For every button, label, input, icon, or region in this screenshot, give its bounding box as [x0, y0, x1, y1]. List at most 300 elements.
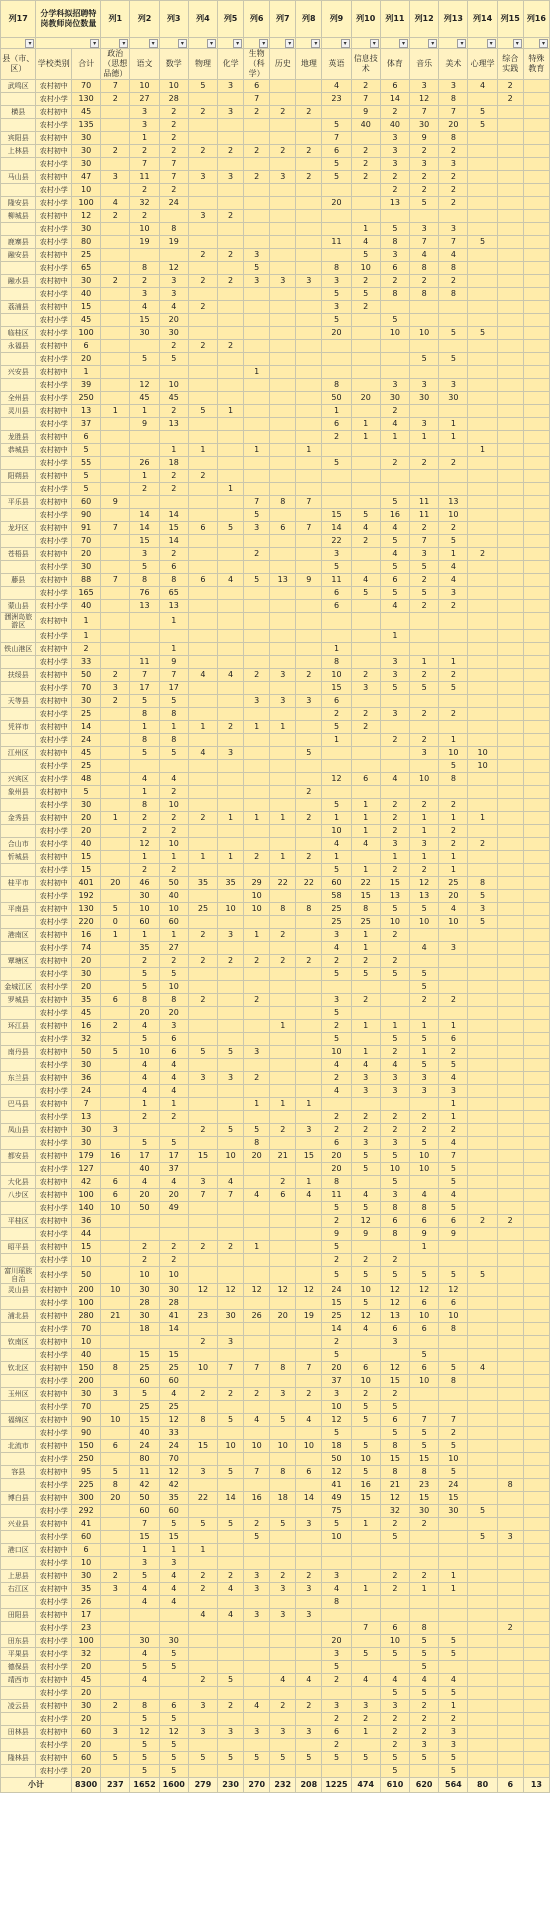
value-cell[interactable]: 9 [410, 132, 439, 145]
region-cell[interactable]: 临桂区 [1, 327, 36, 340]
value-cell[interactable]: 1 [188, 444, 217, 457]
value-cell[interactable]: 5 [351, 1466, 380, 1479]
value-cell[interactable] [523, 1440, 549, 1453]
value-cell[interactable]: 16 [101, 1150, 130, 1163]
value-cell[interactable]: 6 [322, 145, 351, 158]
value-cell[interactable]: 3 [218, 80, 244, 93]
value-cell[interactable]: 5 [322, 864, 351, 877]
value-cell[interactable]: 10 [322, 1531, 351, 1544]
value-cell[interactable]: 10 [218, 903, 244, 916]
value-cell[interactable] [218, 1505, 244, 1518]
value-cell[interactable]: 88 [71, 574, 100, 587]
value-cell[interactable] [270, 1215, 296, 1228]
value-cell[interactable]: 10 [244, 1440, 270, 1453]
region-cell[interactable]: 昭平县 [1, 1241, 36, 1254]
value-cell[interactable]: 60 [71, 496, 100, 509]
value-cell[interactable] [244, 1596, 270, 1609]
value-cell[interactable] [188, 1215, 217, 1228]
value-cell[interactable] [270, 760, 296, 773]
value-cell[interactable]: 4 [218, 1583, 244, 1596]
value-cell[interactable] [380, 1098, 409, 1111]
value-cell[interactable] [218, 1202, 244, 1215]
value-cell[interactable] [523, 1661, 549, 1674]
value-cell[interactable] [188, 1085, 217, 1098]
value-cell[interactable] [380, 643, 409, 656]
school-type-cell[interactable]: 农村小学 [36, 1713, 71, 1726]
region-cell[interactable]: 蒙山县 [1, 600, 36, 613]
value-cell[interactable]: 3 [130, 119, 159, 132]
value-cell[interactable]: 5 [410, 682, 439, 695]
value-cell[interactable] [218, 1323, 244, 1336]
value-cell[interactable]: 14 [71, 721, 100, 734]
value-cell[interactable]: 2 [380, 929, 409, 942]
value-cell[interactable]: 4 [410, 1189, 439, 1202]
value-cell[interactable] [244, 119, 270, 132]
value-cell[interactable] [188, 682, 217, 695]
value-cell[interactable] [497, 1739, 523, 1752]
value-cell[interactable]: 24 [71, 734, 100, 747]
value-cell[interactable]: 6 [380, 574, 409, 587]
value-cell[interactable] [188, 786, 217, 799]
value-cell[interactable] [218, 968, 244, 981]
value-cell[interactable]: 15 [322, 509, 351, 522]
school-type-cell[interactable]: 农村初中 [36, 1492, 71, 1505]
school-type-cell[interactable]: 农村初中 [36, 496, 71, 509]
value-cell[interactable]: 3 [244, 1046, 270, 1059]
value-cell[interactable]: 6 [101, 1440, 130, 1453]
region-cell[interactable] [1, 1739, 36, 1752]
school-type-cell[interactable]: 农村小学 [36, 630, 71, 643]
region-cell[interactable]: 合山市 [1, 838, 36, 851]
value-cell[interactable] [468, 669, 497, 682]
value-cell[interactable]: 2 [410, 994, 439, 1007]
value-cell[interactable]: 12 [439, 1284, 468, 1297]
value-cell[interactable] [296, 314, 322, 327]
value-cell[interactable]: 1 [351, 1020, 380, 1033]
value-cell[interactable] [410, 301, 439, 314]
value-cell[interactable]: 8 [439, 262, 468, 275]
value-cell[interactable] [380, 210, 409, 223]
value-cell[interactable]: 1 [439, 548, 468, 561]
value-cell[interactable] [439, 955, 468, 968]
value-cell[interactable] [188, 1765, 217, 1778]
value-cell[interactable]: 20 [71, 1739, 100, 1752]
value-cell[interactable]: 5 [218, 1518, 244, 1531]
value-cell[interactable] [410, 1176, 439, 1189]
value-cell[interactable] [468, 1150, 497, 1163]
value-cell[interactable]: 4 [296, 1414, 322, 1427]
value-cell[interactable]: 5 [468, 1267, 497, 1284]
value-cell[interactable]: 3 [439, 942, 468, 955]
value-cell[interactable] [244, 561, 270, 574]
value-cell[interactable] [523, 864, 549, 877]
value-cell[interactable]: 3 [380, 1137, 409, 1150]
value-cell[interactable] [296, 1085, 322, 1098]
value-cell[interactable]: 8 [380, 288, 409, 301]
value-cell[interactable]: 2 [159, 132, 188, 145]
value-cell[interactable] [270, 93, 296, 106]
value-cell[interactable]: 8 [159, 708, 188, 721]
value-cell[interactable]: 3 [270, 695, 296, 708]
value-cell[interactable] [523, 171, 549, 184]
value-cell[interactable] [101, 1518, 130, 1531]
value-cell[interactable]: 2 [380, 825, 409, 838]
value-cell[interactable] [244, 223, 270, 236]
value-cell[interactable] [351, 851, 380, 864]
value-cell[interactable] [270, 1739, 296, 1752]
value-cell[interactable] [380, 747, 409, 760]
value-cell[interactable]: 45 [71, 314, 100, 327]
value-cell[interactable] [218, 418, 244, 431]
value-cell[interactable] [497, 877, 523, 890]
school-type-cell[interactable]: 农村初中 [36, 444, 71, 457]
value-cell[interactable]: 5 [130, 981, 159, 994]
value-cell[interactable]: 40 [159, 890, 188, 903]
value-cell[interactable] [101, 1267, 130, 1284]
value-cell[interactable]: 30 [410, 1505, 439, 1518]
value-cell[interactable] [244, 392, 270, 405]
value-cell[interactable]: 4 [410, 942, 439, 955]
value-cell[interactable]: 10 [130, 223, 159, 236]
value-cell[interactable] [497, 106, 523, 119]
value-cell[interactable] [497, 613, 523, 630]
value-cell[interactable] [244, 1007, 270, 1020]
value-cell[interactable] [188, 184, 217, 197]
value-cell[interactable] [523, 1215, 549, 1228]
value-cell[interactable]: 5 [439, 1752, 468, 1765]
value-cell[interactable] [218, 327, 244, 340]
value-cell[interactable]: 10 [159, 379, 188, 392]
value-cell[interactable] [351, 314, 380, 327]
value-cell[interactable]: 2 [188, 301, 217, 314]
value-cell[interactable]: 8 [130, 574, 159, 587]
value-cell[interactable]: 2 [380, 1111, 409, 1124]
value-cell[interactable] [270, 1427, 296, 1440]
value-cell[interactable] [468, 1752, 497, 1765]
value-cell[interactable] [101, 470, 130, 483]
value-cell[interactable]: 10 [351, 1453, 380, 1466]
value-cell[interactable]: 5 [159, 695, 188, 708]
value-cell[interactable] [188, 1531, 217, 1544]
region-cell[interactable]: 武鸣区 [1, 80, 36, 93]
value-cell[interactable] [101, 942, 130, 955]
value-cell[interactable]: 49 [322, 1492, 351, 1505]
value-cell[interactable]: 5 [380, 223, 409, 236]
value-cell[interactable] [497, 1072, 523, 1085]
value-cell[interactable] [270, 1375, 296, 1388]
value-cell[interactable]: 2 [218, 955, 244, 968]
value-cell[interactable]: 2 [439, 184, 468, 197]
value-cell[interactable]: 2 [130, 1111, 159, 1124]
region-cell[interactable] [1, 1137, 36, 1150]
value-cell[interactable] [380, 695, 409, 708]
value-cell[interactable]: 2 [351, 955, 380, 968]
value-cell[interactable]: 9 [296, 574, 322, 587]
value-cell[interactable]: 2 [410, 734, 439, 747]
value-cell[interactable] [218, 773, 244, 786]
value-cell[interactable] [523, 1687, 549, 1700]
value-cell[interactable]: 140 [71, 1202, 100, 1215]
value-cell[interactable]: 2 [101, 93, 130, 106]
value-cell[interactable]: 3 [270, 1609, 296, 1622]
value-cell[interactable]: 2 [296, 1388, 322, 1401]
value-cell[interactable] [270, 301, 296, 314]
value-cell[interactable] [101, 418, 130, 431]
value-cell[interactable]: 13 [380, 1310, 409, 1323]
value-cell[interactable] [188, 366, 217, 379]
value-cell[interactable]: 22 [351, 877, 380, 890]
value-cell[interactable] [296, 1323, 322, 1336]
value-cell[interactable] [188, 496, 217, 509]
value-cell[interactable] [439, 405, 468, 418]
value-cell[interactable]: 1 [351, 1726, 380, 1739]
value-cell[interactable]: 5 [351, 1163, 380, 1176]
value-cell[interactable]: 10 [218, 1150, 244, 1163]
value-cell[interactable]: 10 [71, 1557, 100, 1570]
value-cell[interactable] [296, 825, 322, 838]
value-cell[interactable]: 30 [410, 392, 439, 405]
value-cell[interactable]: 2 [218, 1241, 244, 1254]
value-cell[interactable]: 1 [380, 1020, 409, 1033]
value-cell[interactable] [523, 444, 549, 457]
value-cell[interactable]: 6 [322, 418, 351, 431]
value-cell[interactable] [523, 93, 549, 106]
value-cell[interactable] [188, 535, 217, 548]
value-cell[interactable]: 2 [159, 955, 188, 968]
school-type-cell[interactable]: 农村初中 [36, 1466, 71, 1479]
value-cell[interactable] [523, 509, 549, 522]
value-cell[interactable]: 3 [244, 275, 270, 288]
value-cell[interactable] [497, 643, 523, 656]
value-cell[interactable]: 45 [159, 392, 188, 405]
value-cell[interactable]: 10 [130, 80, 159, 93]
value-cell[interactable]: 2 [410, 1111, 439, 1124]
value-cell[interactable] [270, 916, 296, 929]
value-cell[interactable] [523, 877, 549, 890]
value-cell[interactable] [439, 981, 468, 994]
value-cell[interactable]: 200 [71, 1284, 100, 1297]
value-cell[interactable] [218, 548, 244, 561]
value-cell[interactable] [244, 1323, 270, 1336]
value-cell[interactable] [218, 1111, 244, 1124]
value-cell[interactable]: 1 [244, 721, 270, 734]
value-cell[interactable]: 33 [159, 1427, 188, 1440]
value-cell[interactable] [410, 444, 439, 457]
total-value-cell[interactable]: 80 [468, 1778, 497, 1793]
value-cell[interactable]: 5 [130, 747, 159, 760]
value-cell[interactable]: 2 [188, 929, 217, 942]
value-cell[interactable] [497, 1401, 523, 1414]
value-cell[interactable]: 3 [244, 1726, 270, 1739]
school-type-cell[interactable]: 农村初中 [36, 613, 71, 630]
region-cell[interactable] [1, 630, 36, 643]
value-cell[interactable] [218, 1267, 244, 1284]
value-cell[interactable]: 5 [380, 1401, 409, 1414]
value-cell[interactable]: 8 [296, 903, 322, 916]
value-cell[interactable]: 18 [322, 1440, 351, 1453]
value-cell[interactable]: 1 [159, 721, 188, 734]
value-cell[interactable] [188, 1635, 217, 1648]
dropdown-arrow-icon[interactable]: ▾ [487, 39, 496, 48]
value-cell[interactable]: 55 [71, 457, 100, 470]
value-cell[interactable] [468, 1254, 497, 1267]
value-cell[interactable] [159, 1215, 188, 1228]
school-type-cell[interactable]: 农村初中 [36, 1674, 71, 1687]
value-cell[interactable] [270, 656, 296, 669]
value-cell[interactable] [497, 1323, 523, 1336]
value-cell[interactable] [188, 327, 217, 340]
value-cell[interactable] [497, 1726, 523, 1739]
value-cell[interactable]: 10 [159, 981, 188, 994]
value-cell[interactable] [296, 236, 322, 249]
value-cell[interactable] [188, 1427, 217, 1440]
value-cell[interactable]: 32 [380, 1505, 409, 1518]
value-cell[interactable] [468, 1609, 497, 1622]
school-type-cell[interactable]: 农村初中 [36, 1098, 71, 1111]
value-cell[interactable]: 3 [218, 1336, 244, 1349]
value-cell[interactable]: 3 [410, 418, 439, 431]
value-cell[interactable]: 2 [188, 340, 217, 353]
value-cell[interactable] [439, 301, 468, 314]
value-cell[interactable] [130, 366, 159, 379]
value-cell[interactable]: 9 [351, 1228, 380, 1241]
value-cell[interactable] [468, 1687, 497, 1700]
region-cell[interactable]: 隆林县 [1, 1752, 36, 1765]
value-cell[interactable]: 7 [351, 1622, 380, 1635]
value-cell[interactable]: 3 [322, 1570, 351, 1583]
value-cell[interactable] [244, 1215, 270, 1228]
value-cell[interactable]: 2 [380, 812, 409, 825]
value-cell[interactable] [410, 1596, 439, 1609]
value-cell[interactable] [497, 379, 523, 392]
dropdown-arrow-icon[interactable]: ▾ [341, 39, 350, 48]
value-cell[interactable]: 30 [71, 561, 100, 574]
value-cell[interactable]: 2 [270, 1124, 296, 1137]
value-cell[interactable] [468, 561, 497, 574]
value-cell[interactable]: 6 [439, 1215, 468, 1228]
value-cell[interactable] [101, 535, 130, 548]
value-cell[interactable]: 3 [351, 682, 380, 695]
value-cell[interactable]: 2 [410, 275, 439, 288]
value-cell[interactable] [270, 184, 296, 197]
value-cell[interactable]: 1 [351, 1518, 380, 1531]
value-cell[interactable] [468, 1033, 497, 1046]
school-type-cell[interactable]: 农村初中 [36, 1241, 71, 1254]
value-cell[interactable]: 5 [71, 786, 100, 799]
value-cell[interactable] [351, 496, 380, 509]
value-cell[interactable]: 5 [188, 1752, 217, 1765]
school-type-cell[interactable]: 农村小学 [36, 587, 71, 600]
value-cell[interactable] [101, 301, 130, 314]
value-cell[interactable] [523, 747, 549, 760]
value-cell[interactable] [218, 288, 244, 301]
value-cell[interactable]: 150 [71, 1440, 100, 1453]
value-cell[interactable]: 30 [130, 1635, 159, 1648]
value-cell[interactable] [497, 548, 523, 561]
value-cell[interactable]: 21 [270, 1150, 296, 1163]
value-cell[interactable] [270, 444, 296, 457]
value-cell[interactable] [296, 1215, 322, 1228]
value-cell[interactable]: 2 [497, 1622, 523, 1635]
value-cell[interactable] [468, 1046, 497, 1059]
value-cell[interactable] [218, 1059, 244, 1072]
value-cell[interactable]: 5 [439, 1059, 468, 1072]
value-cell[interactable] [296, 1336, 322, 1349]
value-cell[interactable]: 5 [244, 509, 270, 522]
value-cell[interactable]: 3 [380, 669, 409, 682]
value-cell[interactable]: 25 [351, 916, 380, 929]
value-cell[interactable]: 5 [468, 1531, 497, 1544]
value-cell[interactable]: 5 [101, 1046, 130, 1059]
value-cell[interactable] [523, 1531, 549, 1544]
value-cell[interactable]: 3 [439, 80, 468, 93]
value-cell[interactable]: 1 [159, 851, 188, 864]
value-cell[interactable] [523, 210, 549, 223]
value-cell[interactable]: 3 [410, 379, 439, 392]
value-cell[interactable] [218, 708, 244, 721]
value-cell[interactable] [188, 1479, 217, 1492]
region-cell[interactable] [1, 1453, 36, 1466]
value-cell[interactable]: 2 [322, 1072, 351, 1085]
school-type-cell[interactable]: 农村初中 [36, 1284, 71, 1297]
value-cell[interactable]: 30 [71, 1137, 100, 1150]
value-cell[interactable] [218, 1557, 244, 1570]
value-cell[interactable]: 3 [380, 1336, 409, 1349]
value-cell[interactable]: 2 [188, 994, 217, 1007]
value-cell[interactable]: 19 [159, 236, 188, 249]
value-cell[interactable] [101, 353, 130, 366]
value-cell[interactable] [380, 760, 409, 773]
value-cell[interactable]: 4 [130, 1059, 159, 1072]
region-cell[interactable] [1, 587, 36, 600]
region-cell[interactable] [1, 682, 36, 695]
school-type-cell[interactable]: 农村小学 [36, 1661, 71, 1674]
value-cell[interactable]: 2 [439, 1427, 468, 1440]
value-cell[interactable]: 5 [188, 1518, 217, 1531]
value-cell[interactable]: 30 [71, 1570, 100, 1583]
value-cell[interactable]: 2 [351, 669, 380, 682]
region-cell[interactable]: 都安县 [1, 1150, 36, 1163]
value-cell[interactable]: 20 [71, 548, 100, 561]
value-cell[interactable]: 10 [159, 838, 188, 851]
value-cell[interactable] [410, 1254, 439, 1267]
value-cell[interactable]: 1 [351, 929, 380, 942]
value-cell[interactable]: 3 [439, 1085, 468, 1098]
value-cell[interactable]: 2 [410, 1518, 439, 1531]
value-cell[interactable] [270, 1596, 296, 1609]
value-cell[interactable]: 8 [322, 656, 351, 669]
value-cell[interactable]: 5 [322, 799, 351, 812]
value-cell[interactable]: 2 [188, 1388, 217, 1401]
value-cell[interactable]: 3 [322, 1388, 351, 1401]
value-cell[interactable] [218, 890, 244, 903]
value-cell[interactable]: 2 [159, 1254, 188, 1267]
value-cell[interactable] [218, 1007, 244, 1020]
region-cell[interactable] [1, 799, 36, 812]
value-cell[interactable]: 5 [130, 695, 159, 708]
value-cell[interactable] [270, 366, 296, 379]
value-cell[interactable] [468, 786, 497, 799]
value-cell[interactable]: 8 [439, 1375, 468, 1388]
region-cell[interactable]: 象州县 [1, 786, 36, 799]
value-cell[interactable]: 5 [351, 587, 380, 600]
value-cell[interactable] [497, 1098, 523, 1111]
value-cell[interactable]: 8 [159, 734, 188, 747]
region-cell[interactable]: 凌云县 [1, 1700, 36, 1713]
value-cell[interactable]: 6 [380, 1622, 409, 1635]
value-cell[interactable] [101, 890, 130, 903]
value-cell[interactable] [523, 942, 549, 955]
